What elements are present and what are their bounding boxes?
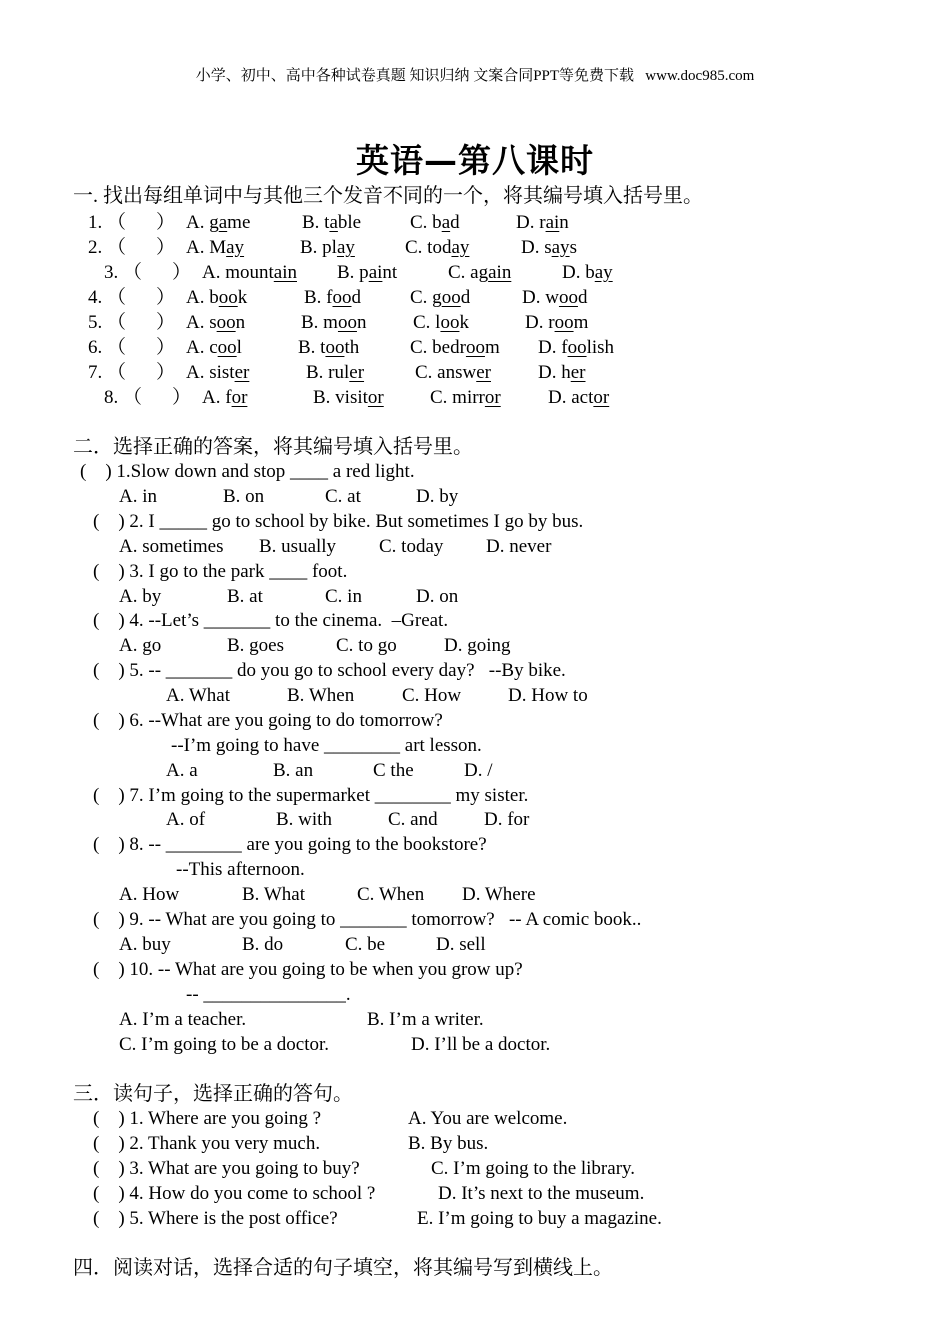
question-line: A. by	[119, 586, 162, 607]
page-title: 英语—第八课时	[356, 141, 594, 180]
question-line: ( ) 1.Slow down and stop ____ a red light.	[80, 461, 415, 482]
option-a: A. game	[186, 212, 251, 233]
question-line: A. What	[166, 685, 231, 706]
question-line: -- _______________.	[186, 984, 351, 1005]
match-question: ( ) 1. Where are you going ?	[93, 1108, 322, 1129]
option-d: D. rain	[516, 212, 569, 233]
option-c: C. good	[410, 287, 471, 308]
section2-heading: 二．选择正确的答案，将其编号填入括号里。	[73, 436, 473, 458]
option-b: B. play	[300, 237, 355, 258]
option-d: D. foolish	[538, 337, 615, 358]
question-line: A. of	[166, 809, 206, 830]
option-d: D. bay	[562, 262, 613, 283]
match-answer: A. You are welcome.	[408, 1108, 568, 1129]
option-c: C. answer	[415, 362, 491, 383]
option-d: D. room	[525, 312, 589, 333]
question-line: A. a	[166, 760, 198, 781]
option-b: B. tooth	[298, 337, 360, 358]
bracket-close: ）	[156, 212, 176, 233]
question-line: D. going	[444, 635, 511, 656]
question-line: B. I’m a writer.	[367, 1009, 484, 1030]
option-a: A. soon	[186, 312, 246, 333]
option-d: D. says	[521, 237, 577, 258]
item-number: 6. （	[88, 337, 127, 358]
question-line: C. and	[388, 809, 438, 830]
question-line: B. on	[223, 486, 265, 507]
bracket-close: ）	[156, 337, 176, 358]
question-line: A. I’m a teacher.	[119, 1009, 247, 1030]
option-b: B. food	[304, 287, 361, 308]
option-b: B. table	[302, 212, 362, 233]
option-b: B. visitor	[313, 387, 384, 408]
question-line: B. an	[273, 760, 314, 781]
option-b: B. paint	[337, 262, 398, 283]
question-line: D. sell	[436, 934, 486, 955]
option-b: B. moon	[301, 312, 367, 333]
match-question: ( ) 3. What are you going to buy?	[93, 1158, 360, 1179]
bracket-close: ）	[156, 312, 176, 333]
question-line: ( ) 5. -- _______ do you go to school every day? --By bike.	[93, 660, 566, 681]
match-answer: E. I’m going to buy a magazine.	[417, 1208, 662, 1229]
question-line: C. be	[345, 934, 386, 955]
section4-heading: 四．阅读对话，选择合适的句子填空，将其编号写到横线上。	[73, 1257, 613, 1279]
question-line: ( ) 9. -- What are you going to _______ tomorrow? -- A comic book..	[93, 909, 642, 930]
bracket-close: ）	[172, 262, 192, 283]
question-line: ( ) 8. -- ________ are you going to the bookstore?	[93, 834, 487, 855]
option-a: A. for	[202, 387, 248, 408]
question-line: C. to go	[336, 635, 397, 656]
question-line: --This afternoon.	[176, 859, 305, 880]
item-number: 2. （	[88, 237, 127, 258]
option-a: A. mountain	[202, 262, 297, 283]
question-line: D. on	[416, 586, 459, 607]
bracket-close: ）	[172, 387, 192, 408]
question-line: D. /	[464, 760, 493, 781]
match-question: ( ) 5. Where is the post office?	[93, 1208, 338, 1229]
question-line: D. I’ll be a doctor.	[411, 1034, 551, 1055]
item-number: 3. （	[104, 262, 143, 283]
option-a: A. sister	[186, 362, 250, 383]
question-line: A. How	[119, 884, 180, 905]
question-line: ( ) 3. I go to the park ____ foot.	[93, 561, 348, 582]
match-answer: C. I’m going to the library.	[431, 1158, 636, 1179]
item-number: 5. （	[88, 312, 127, 333]
section3-heading: 三．读句子，选择正确的答句。	[73, 1083, 353, 1105]
question-line: D. never	[486, 536, 552, 557]
question-line: B. with	[276, 809, 332, 830]
question-line: C. today	[379, 536, 444, 557]
question-line: D. How to	[508, 685, 588, 706]
question-line: B. at	[227, 586, 263, 607]
option-d: D. actor	[548, 387, 610, 408]
option-c: C. bedroom	[410, 337, 500, 358]
question-line: A. buy	[119, 934, 171, 955]
question-line: A. go	[119, 635, 162, 656]
question-line: ( ) 10. -- What are you going to be when you grow up?	[93, 959, 523, 980]
question-line: C. at	[325, 486, 361, 507]
section1-heading: 一. 找出每组单词中与其他三个发音不同的一个，将其编号填入括号里。	[73, 185, 703, 207]
question-line: ( ) 4. --Let’s _______ to the cinema. –Great.	[93, 610, 449, 631]
question-line: ( ) 6. --What are you going to do tomorrow?	[93, 710, 443, 731]
item-number: 4. （	[88, 287, 127, 308]
option-c: C. mirror	[430, 387, 501, 408]
question-line: D. Where	[462, 884, 536, 905]
page-header: 小学、初中、高中各种试卷真题 知识归纳 文案合同PPT等免费下载 www.doc985.com	[195, 68, 755, 84]
question-line: ( ) 7. I’m going to the supermarket ________ my sister.	[93, 785, 529, 806]
option-a: A. cool	[186, 337, 242, 358]
item-number: 7. （	[88, 362, 127, 383]
option-c: C. today	[405, 237, 470, 258]
match-question: ( ) 2. Thank you very much.	[93, 1133, 321, 1154]
question-line: B. usually	[259, 536, 337, 557]
match-answer: D. It’s next to the museum.	[438, 1183, 645, 1204]
match-question: ( ) 4. How do you come to school ?	[93, 1183, 376, 1204]
option-c: C. again	[448, 262, 512, 283]
match-answer: B. By bus.	[408, 1133, 489, 1154]
option-a: A. book	[186, 287, 248, 308]
question-line: ( ) 2. I _____ go to school by bike. But sometimes I go by bus.	[93, 511, 584, 532]
question-line: A. sometimes	[119, 536, 224, 557]
option-d: D. wood	[522, 287, 588, 308]
question-line: --I’m going to have ________ art lesson.	[171, 735, 482, 756]
question-line: C. in	[325, 586, 362, 607]
question-line: D. by	[416, 486, 459, 507]
question-line: D. for	[484, 809, 530, 830]
bracket-close: ）	[156, 287, 176, 308]
question-line: C. When	[357, 884, 425, 905]
item-number: 8. （	[104, 387, 143, 408]
question-line: C. How	[402, 685, 462, 706]
question-line: A. in	[119, 486, 157, 507]
option-c: C. bad	[410, 212, 460, 233]
option-d: D. her	[538, 362, 586, 383]
question-line: C. I’m going to be a doctor.	[119, 1034, 330, 1055]
option-a: A. May	[186, 237, 245, 258]
question-line: B. What	[242, 884, 305, 905]
option-c: C. look	[413, 312, 469, 333]
question-line: B. goes	[227, 635, 284, 656]
question-line: C the	[373, 760, 414, 781]
bracket-close: ）	[156, 362, 176, 383]
question-line: B. When	[287, 685, 355, 706]
question-line: B. do	[242, 934, 284, 955]
option-b: B. ruler	[306, 362, 365, 383]
item-number: 1. （	[88, 212, 127, 233]
bracket-close: ）	[156, 237, 176, 258]
